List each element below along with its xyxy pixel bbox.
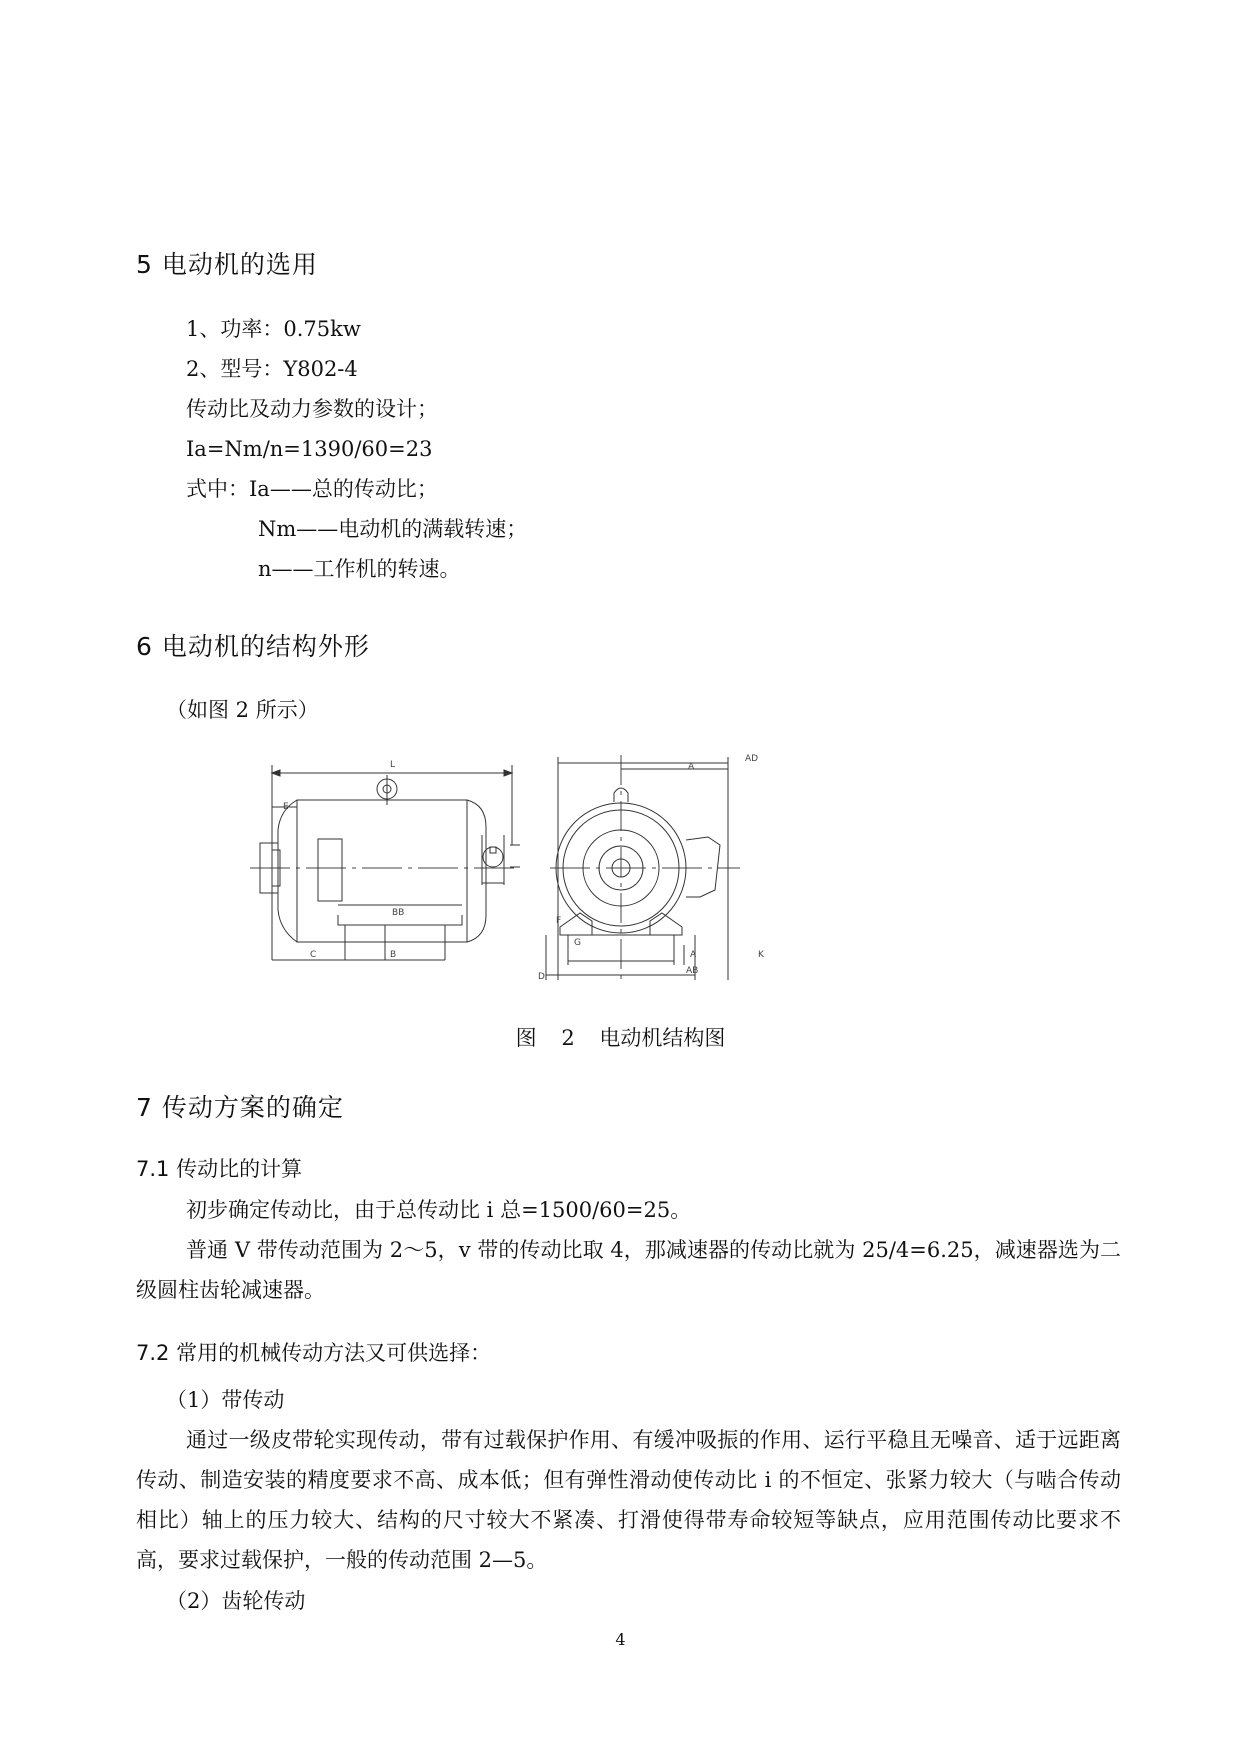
where-line: 式中：Ia——总的传动比；	[186, 477, 438, 501]
dim-label-a-top: A	[688, 762, 695, 772]
model-line: 2、型号：Y802-4	[186, 357, 358, 381]
motor-structure-drawing	[250, 755, 830, 995]
dim-label-f: F	[556, 916, 562, 926]
dim-label-b: B	[390, 950, 397, 960]
dim-label-bb: BB	[392, 908, 405, 918]
dim-label-a: A	[690, 950, 697, 960]
ratio-design-line: 传动比及动力参数的设计；	[186, 397, 438, 421]
page-number: 4	[615, 1630, 626, 1649]
subsection-7-1-heading: 7.1 传动比的计算	[136, 1157, 303, 1181]
figure-caption: 图 2 电动机结构图	[515, 1026, 726, 1050]
formula-line: Ia=Nm/n=1390/60=23	[186, 437, 433, 461]
section-5-heading: 5 电动机的选用	[136, 250, 318, 279]
ratio-calc-paragraph: 初步确定传动比，由于总传动比 i 总=1500/60=25。	[186, 1198, 692, 1222]
dim-label-c: C	[310, 950, 317, 960]
dim-label-g: G	[574, 938, 581, 948]
dim-label-k: K	[758, 950, 764, 960]
dim-label-ad: AD	[745, 754, 759, 764]
v-belt-paragraph: 普通 V 带传动范围为 2～5，v 带的传动比取 4，那减速器的传动比就为 25/4=6.25，减速器选为二级圆柱齿轮减速器。	[136, 1238, 1121, 1302]
dim-label-d: D	[538, 972, 545, 982]
belt-drive-title: （1）带传动	[166, 1388, 285, 1412]
belt-drive-paragraph: 通过一级皮带轮实现传动，带有过载保护作用、有缓冲吸振的作用、运行平稳且无噪音、适于远距离传动、制造安装的精度要求不高、成本低；但有弹性滑动使传动比 i 的不恒定、张紧力较大（与啮合传动相比）轴上的压力较大、结构的尺寸较大不紧凑、打滑使得带寿命较短等缺点，应用范围传动比要求不高，要求过载保护，一般的传动范围 2—5。	[136, 1428, 1121, 1572]
gear-drive-title: （2）齿轮传动	[166, 1589, 306, 1613]
dim-label-l: L	[390, 760, 396, 770]
section-7-heading: 7 传动方案的确定	[136, 1093, 344, 1122]
figure-reference: （如图 2 所示）	[166, 698, 319, 722]
subsection-7-2-heading: 7.2 常用的机械传动方法又可供选择：	[136, 1341, 492, 1365]
n-definition-line: n——工作机的转速。	[258, 557, 461, 581]
dim-label-ab: AB	[686, 966, 699, 976]
power-line: 1、功率：0.75kw	[186, 317, 361, 341]
section-6-heading: 6 电动机的结构外形	[136, 632, 370, 661]
dim-label-e: E	[283, 802, 289, 812]
nm-definition-line: Nm——电动机的满载转速；	[258, 517, 528, 541]
